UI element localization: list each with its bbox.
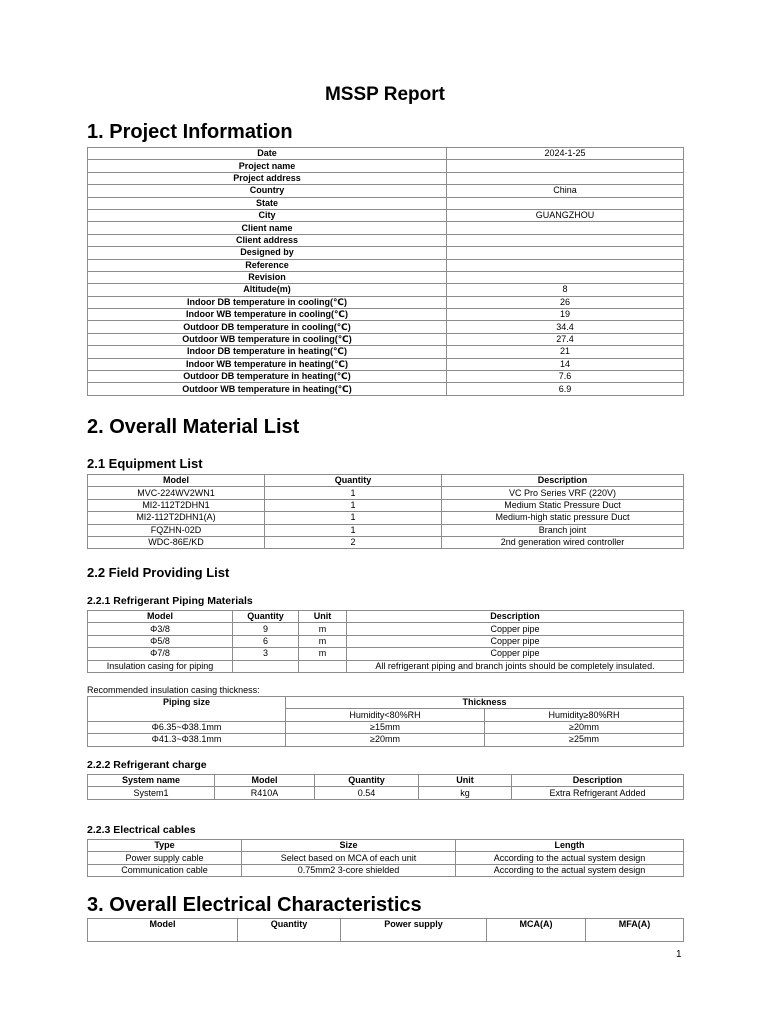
column-header: Unit xyxy=(419,775,512,787)
cell: 2 xyxy=(265,536,442,548)
cell: Medium-high static pressure Duct xyxy=(442,512,684,524)
cell: According to the actual system design xyxy=(456,852,684,864)
section-electrical-characteristics: 3. Overall Electrical Characteristics xyxy=(87,894,422,916)
info-value: 27.4 xyxy=(447,333,684,345)
table-row xyxy=(88,259,684,271)
table-row xyxy=(88,635,684,647)
cell: ≥25mm xyxy=(485,734,684,746)
cell: All refrigerant piping and branch joints should be completely insulated. xyxy=(347,660,684,672)
info-value: 2024-1-25 xyxy=(447,148,684,160)
info-value xyxy=(447,259,684,271)
cell: Insulation casing for piping xyxy=(88,660,233,672)
cell: ≥20mm xyxy=(286,734,485,746)
cell: ≥20mm xyxy=(485,721,684,733)
cell: MI2-112T2DHN1 xyxy=(88,499,265,511)
cell: 1 xyxy=(265,524,442,536)
table-row xyxy=(88,487,684,499)
info-value xyxy=(447,222,684,234)
info-value xyxy=(447,247,684,259)
column-header: Description xyxy=(442,475,684,487)
table-row xyxy=(88,536,684,548)
column-header: System name xyxy=(88,775,215,787)
info-label: Project name xyxy=(88,160,447,172)
cell: Branch joint xyxy=(442,524,684,536)
page-number: 1 xyxy=(676,949,682,960)
column-header: Description xyxy=(347,611,684,623)
cell: VC Pro Series VRF (220V) xyxy=(442,487,684,499)
info-value xyxy=(447,197,684,209)
cell: m xyxy=(299,635,347,647)
info-value: 7.6 xyxy=(447,371,684,383)
info-label: Outdoor WB temperature in heating(℃) xyxy=(88,383,447,395)
table-row xyxy=(88,209,684,221)
info-label: Client name xyxy=(88,222,447,234)
cell: Φ6.35~Φ38.1mm xyxy=(88,721,286,733)
table-header-row xyxy=(88,475,684,487)
table-row xyxy=(88,247,684,259)
column-header: MFA(A) xyxy=(586,919,684,942)
cell: Select based on MCA of each unit xyxy=(242,852,456,864)
table-row xyxy=(88,721,684,733)
table-row xyxy=(88,512,684,524)
column-header: Piping size xyxy=(88,697,286,722)
column-header: Unit xyxy=(299,611,347,623)
info-label: Indoor WB temperature in cooling(℃) xyxy=(88,309,447,321)
cell: Φ5/8 xyxy=(88,635,233,647)
refrigerant-charge-table xyxy=(87,774,684,800)
table-header-row xyxy=(88,611,684,623)
column-header: Description xyxy=(512,775,684,787)
section-refrigerant-charge: 2.2.2 Refrigerant charge xyxy=(87,759,207,771)
table-row xyxy=(88,172,684,184)
cell: Copper pipe xyxy=(347,635,684,647)
info-label: Altitude(m) xyxy=(88,284,447,296)
table-row xyxy=(88,271,684,283)
table-row xyxy=(88,787,684,799)
table-row xyxy=(88,197,684,209)
cell: 6 xyxy=(233,635,299,647)
column-header: Length xyxy=(456,840,684,852)
column-header: Quantity xyxy=(315,775,419,787)
column-subheader: Humidity<80%RH xyxy=(286,709,485,721)
info-label: Outdoor DB temperature in heating(℃) xyxy=(88,371,447,383)
info-label: Client address xyxy=(88,234,447,246)
info-value xyxy=(447,271,684,283)
cell: Copper pipe xyxy=(347,623,684,635)
table-row xyxy=(88,222,684,234)
cell: MVC-224WV2WN1 xyxy=(88,487,265,499)
info-value: 19 xyxy=(447,309,684,321)
cell: 0.75mm2 3-core shielded xyxy=(242,864,456,876)
page-title: MSSP Report xyxy=(324,84,445,105)
section-refrigerant-piping: 2.2.1 Refrigerant Piping Materials xyxy=(87,595,253,607)
section-material-list: 2. Overall Material List xyxy=(87,416,300,438)
column-header: Quantity xyxy=(238,919,341,942)
table-header-row xyxy=(88,697,684,709)
column-header: Model xyxy=(88,475,265,487)
project-info-table xyxy=(87,147,684,396)
table-row xyxy=(88,358,684,370)
info-label: Indoor DB temperature in cooling(℃) xyxy=(88,296,447,308)
table-row xyxy=(88,623,684,635)
table-header-row xyxy=(88,919,684,942)
section-project-information: 1. Project Information xyxy=(87,121,293,143)
info-value: China xyxy=(447,185,684,197)
section-electrical-cables: 2.2.3 Electrical cables xyxy=(87,824,196,836)
electrical-cables-table xyxy=(87,839,684,877)
cell: R410A xyxy=(215,787,315,799)
info-value: 26 xyxy=(447,296,684,308)
cell: WDC-86E/KD xyxy=(88,536,265,548)
cell: Copper pipe xyxy=(347,648,684,660)
cell: m xyxy=(299,623,347,635)
cell xyxy=(233,660,299,672)
cell: 0.54 xyxy=(315,787,419,799)
info-label: Indoor WB temperature in heating(℃) xyxy=(88,358,447,370)
info-label: Date xyxy=(88,148,447,160)
table-row xyxy=(88,499,684,511)
info-label: Indoor DB temperature in heating(℃) xyxy=(88,346,447,358)
cell: Φ7/8 xyxy=(88,648,233,660)
table-row xyxy=(88,148,684,160)
info-label: Project address xyxy=(88,172,447,184)
info-value: 8 xyxy=(447,284,684,296)
column-header: Size xyxy=(242,840,456,852)
cell: 3 xyxy=(233,648,299,660)
column-header: Thickness xyxy=(286,697,684,709)
cell: Extra Refrigerant Added xyxy=(512,787,684,799)
cell: Communication cable xyxy=(88,864,242,876)
section-field-providing-list: 2.2 Field Providing List xyxy=(87,565,230,580)
cell: Φ41.3~Φ38.1mm xyxy=(88,734,286,746)
table-row xyxy=(88,524,684,536)
table-row xyxy=(88,383,684,395)
cell: 1 xyxy=(265,512,442,524)
column-header: Power supply xyxy=(341,919,487,942)
section-equipment-list: 2.1 Equipment List xyxy=(87,456,203,471)
info-value xyxy=(447,234,684,246)
info-label: Reference xyxy=(88,259,447,271)
cell: 1 xyxy=(265,499,442,511)
equipment-table xyxy=(87,474,684,549)
info-label: Country xyxy=(88,185,447,197)
column-header: Quantity xyxy=(233,611,299,623)
table-row xyxy=(88,185,684,197)
table-row xyxy=(88,346,684,358)
table-header-row xyxy=(88,775,684,787)
info-value: 6.9 xyxy=(447,383,684,395)
piping-table xyxy=(87,610,684,673)
info-value: 14 xyxy=(447,358,684,370)
table-row xyxy=(88,648,684,660)
cell: MI2-112T2DHN1(A) xyxy=(88,512,265,524)
column-subheader: Humidity≥80%RH xyxy=(485,709,684,721)
cell: System1 xyxy=(88,787,215,799)
column-header: MCA(A) xyxy=(487,919,586,942)
project-info-body xyxy=(88,148,684,396)
cell: 1 xyxy=(265,487,442,499)
info-label: Outdoor WB temperature in cooling(℃) xyxy=(88,333,447,345)
table-row xyxy=(88,371,684,383)
info-label: City xyxy=(88,209,447,221)
table-header-row xyxy=(88,840,684,852)
cell: Medium Static Pressure Duct xyxy=(442,499,684,511)
info-label: State xyxy=(88,197,447,209)
cell: 9 xyxy=(233,623,299,635)
table-row xyxy=(88,852,684,864)
cell: According to the actual system design xyxy=(456,864,684,876)
table-row xyxy=(88,864,684,876)
table-row xyxy=(88,284,684,296)
column-header: Type xyxy=(88,840,242,852)
table-row xyxy=(88,333,684,345)
insulation-note: Recommended insulation casing thickness: xyxy=(87,685,260,695)
column-header: Model xyxy=(215,775,315,787)
cell: Φ3/8 xyxy=(88,623,233,635)
cell: m xyxy=(299,648,347,660)
info-label: Designed by xyxy=(88,247,447,259)
table-row xyxy=(88,734,684,746)
table-row xyxy=(88,321,684,333)
info-value xyxy=(447,172,684,184)
info-label: Revision xyxy=(88,271,447,283)
table-row xyxy=(88,234,684,246)
column-header: Model xyxy=(88,919,238,942)
electrical-characteristics-table xyxy=(87,918,684,942)
column-header: Quantity xyxy=(265,475,442,487)
table-row xyxy=(88,660,684,672)
column-header: Model xyxy=(88,611,233,623)
table-row xyxy=(88,160,684,172)
info-value: 21 xyxy=(447,346,684,358)
cell: kg xyxy=(419,787,512,799)
table-row xyxy=(88,296,684,308)
cell: 2nd generation wired controller xyxy=(442,536,684,548)
info-value xyxy=(447,160,684,172)
cell: FQZHN-02D xyxy=(88,524,265,536)
table-row xyxy=(88,309,684,321)
cell: ≥15mm xyxy=(286,721,485,733)
info-value: 34.4 xyxy=(447,321,684,333)
insulation-table xyxy=(87,696,684,747)
info-value: GUANGZHOU xyxy=(447,209,684,221)
cell xyxy=(299,660,347,672)
cell: Power supply cable xyxy=(88,852,242,864)
info-label: Outdoor DB temperature in cooling(℃) xyxy=(88,321,447,333)
